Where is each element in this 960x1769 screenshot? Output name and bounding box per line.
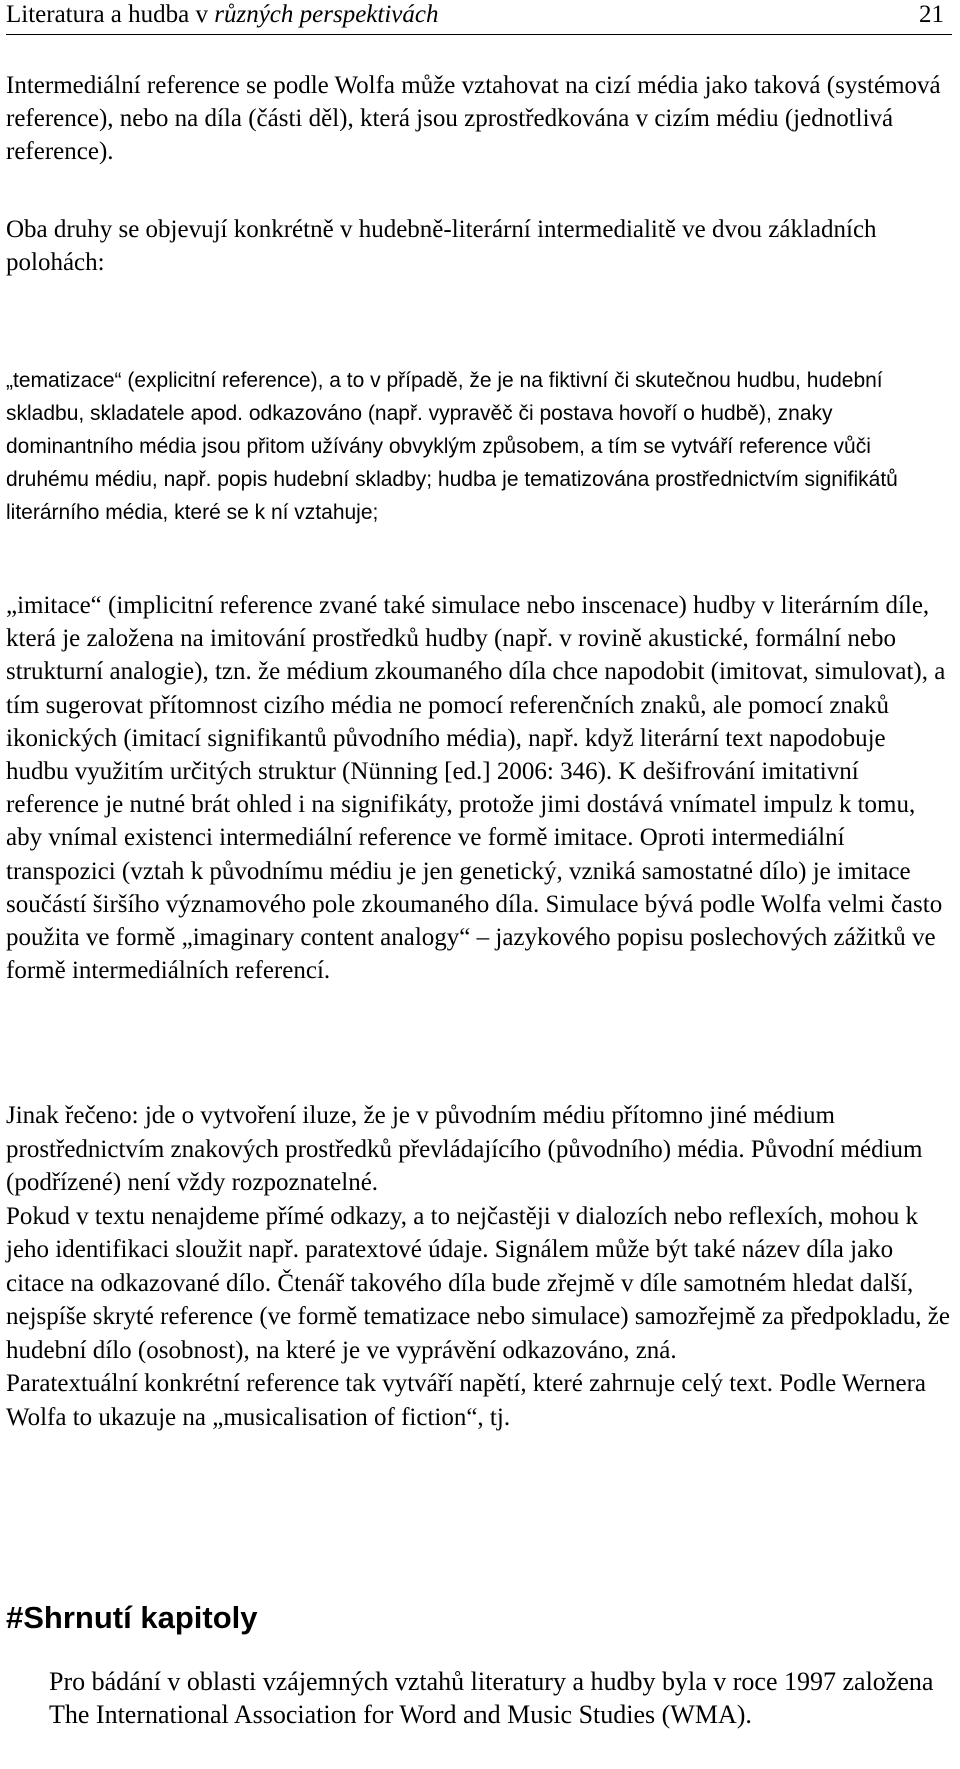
thematization-text: „tematizace“ (explicitní reference), a to v případě, že je na fiktivní či skutečnou hudbu, hudební skladbu, skladatele apod. odkazováno (např. vypravěč či postava hovoří o hudbě), znaky dominantního média jsou přitom užívány obvyklým způsobem, a tím se vytváří reference vůči druhému médiu, např. popis hudební skladby; hudba je tematizována prostřednictvím signifikátů literárního média, které se k ní vztahuje;: [6, 369, 898, 524]
closing-paragraph-3: Paratextuální konkrétní reference tak vytváří napětí, které zahrnuje celý text. Podle Wernera Wolfa to ukazuje na „musicalisation of fiction“, tj.: [6, 1370, 927, 1431]
summary-heading: #Shrnutí kapitoly: [6, 1600, 258, 1635]
running-header: [6, 0, 952, 35]
header-title-italic: různých perspektivách: [214, 1, 439, 28]
imitation-item: [6, 589, 950, 987]
summary-text: Pro bádání v oblasti vzájemných vztahů literatury a hudby byla v roce 1997 založena The International Association for Word and Music Studies (WMA).: [49, 1667, 934, 1729]
header-title-prefix: Literatura a hudba v: [6, 1, 215, 28]
intro-section: [6, 69, 950, 279]
intro-paragraph-2: Oba druhy se objevují konkrétně v hudebně-literární intermedialitě ve dvou základních polohách:: [6, 216, 877, 276]
intro-paragraph-1: Intermediální reference se podle Wolfa může vztahovat na cizí média jako taková (systémová reference), nebo na díla (části děl), která jsou zprostředkována v cizím médiu (jednotlivá reference).: [6, 72, 941, 165]
summary-section: [49, 1665, 949, 1731]
thematization-item: [6, 364, 950, 529]
header-title: [6, 1, 438, 29]
page-number: 21: [919, 1, 944, 28]
closing-paragraph-2: Pokud v textu nenajdeme přímé odkazy, a to nejčastěji v dialozích nebo reflexích, mohou k jeho identifikaci sloužit např. paratextové údaje. Signálem může být také název díla jako citace na odkazované dílo. Čtenář takového díla bude zřejmě v díle samotném hledat další, nejspíše skryté reference (ve formě tematizace nebo simulace) samozřejmě za předpokladu, že hudební dílo (osobnost), na které je ve vyprávění odkazováno, zná.: [6, 1202, 950, 1364]
closing-section: [6, 1099, 950, 1434]
closing-paragraph-1: Jinak řečeno: jde o vytvoření iluze, že je v původním médiu přítomno jiné médium prostřednictvím znakových prostředků převládajícího (původního) média. Původní médium (podřízené) není vždy rozpoznatelné.: [6, 1102, 923, 1196]
imitation-text: „imitace“ (implicitní reference zvané také simulace nebo inscenace) hudby v literárním díle, která je založena na imitování prostředků hudby (např. v rovině akustické, formální nebo strukturní analogie), tzn. že médium zkoumaného díla chce napodobit (imitovat, simulovat), a tím sugerovat přítomnost cizího média ne pomocí referenčních znaků, ale pomocí znaků ikonických (imitací signifikantů původního média), např. když literární text napodobuje hudbu využitím určitých struktur (Nünning [ed.] 2006: 346). K dešifrování imitativní reference je nutné brát ohled i na signifikáty, protože jimi dostává vnímatel impulz k tomu, aby vnímal existenci intermediální reference ve formě imitace. Oproti intermediální transpozici (vztah k původnímu médiu je jen genetický, vzniká samostatné dílo) je imitace součástí širšího významového pole zkoumaného díla. Simulace bývá podle Wolfa velmi často použita ve formě „imaginary content analogy“ – jazykového popisu poslechových zážitků ve formě intermediálních referencí.: [6, 592, 946, 985]
